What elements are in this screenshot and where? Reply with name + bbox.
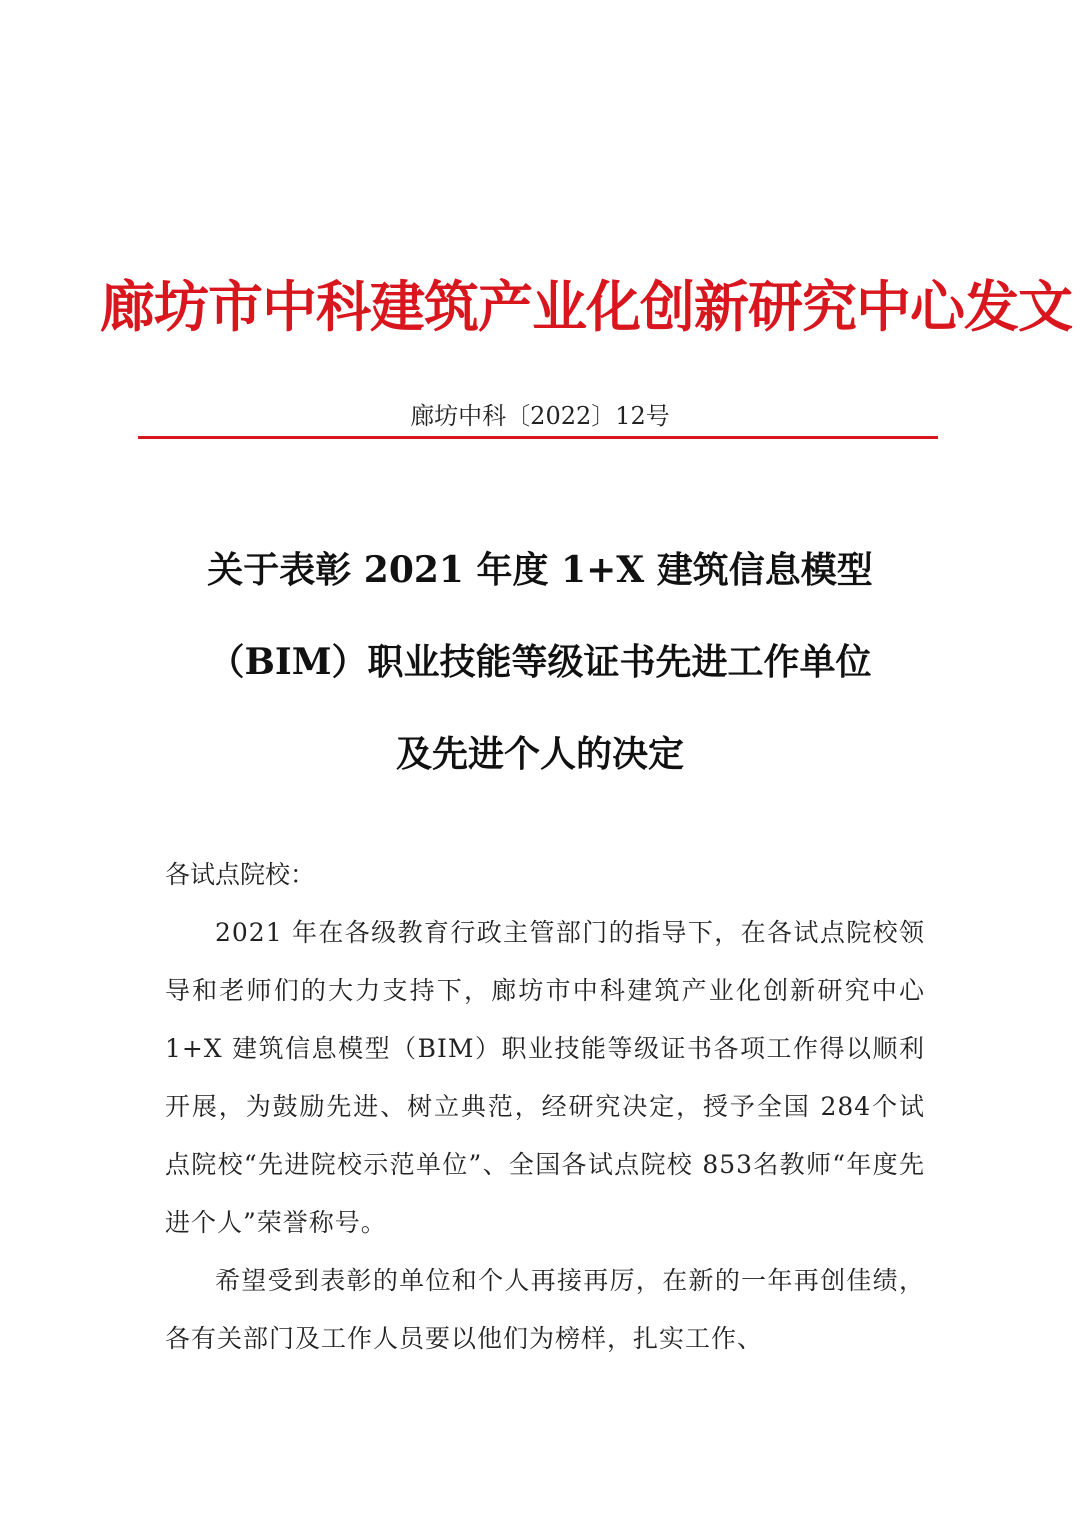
- document-body: [165, 846, 925, 1368]
- salutation: 各试点院校：: [165, 860, 316, 889]
- issuer-masthead: 廊坊市中科建筑产业化创新研究中心发文: [100, 275, 1073, 339]
- body-paragraph-1: 2021 年在各级教育行政主管部门的指导下，在各试点院校领导和老师们的大力支持下，廊坊市中科建筑产业化创新研究中心 1+X 建筑信息模型（BIM）职业技能等级证书各项工作得以顺利开展，为鼓励先进、树立典范，经研究决定，授予全国 284个试点院校“先进院校示范单位”、全国各试点院校 853名教师“年度先进个人”荣誉称号。: [165, 918, 925, 1237]
- document-number: 廊坊中科〔2022〕12号: [410, 402, 670, 430]
- title-line-3: 及先进个人的决定: [395, 733, 684, 775]
- document-title: [120, 530, 960, 806]
- header-divider: [138, 436, 938, 439]
- body-paragraph-2: 希望受到表彰的单位和个人再接再厉，在新的一年再创佳绩，各有关部门及工作人员要以他们为榜样，扎实工作、: [165, 1266, 925, 1353]
- title-line-1: 关于表彰 2021 年度 1+X 建筑信息模型: [207, 549, 873, 591]
- title-line-2: （BIM）职业技能等级证书先进工作单位: [208, 641, 872, 683]
